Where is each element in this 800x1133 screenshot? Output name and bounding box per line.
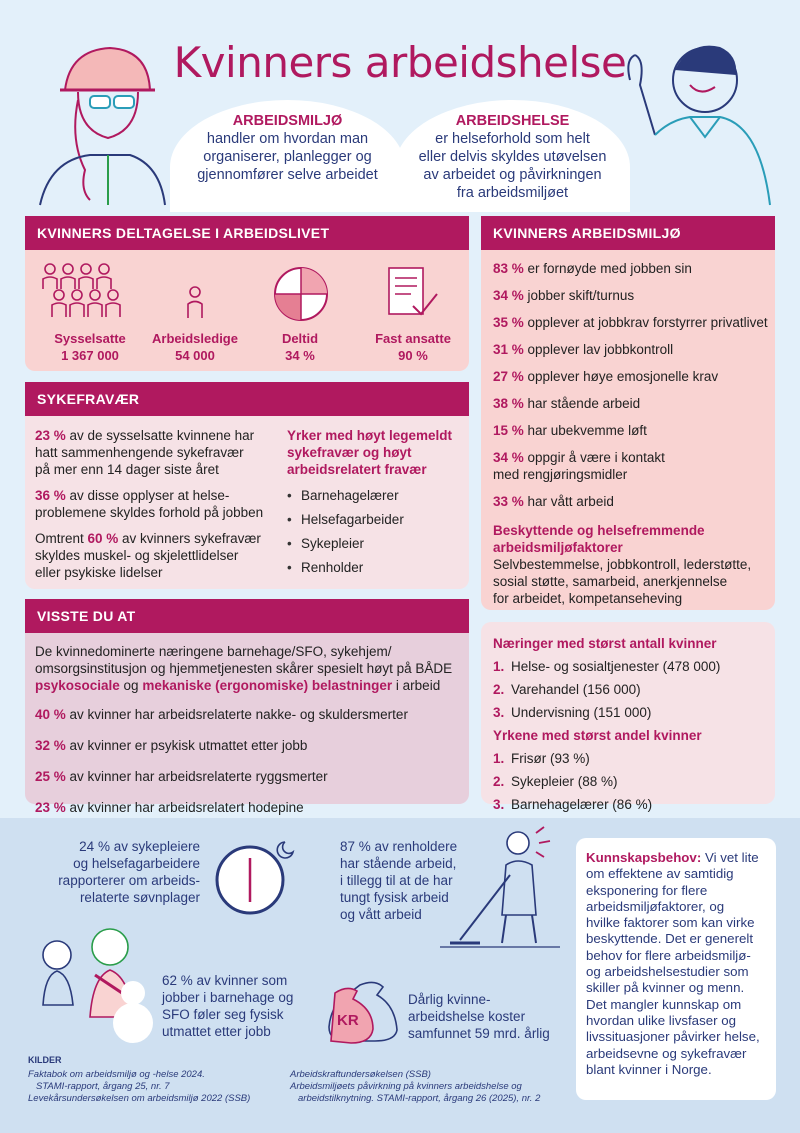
list-item: • Helsefagarbeider [287,512,467,527]
text-line: eller psykiske lidelser [35,565,163,580]
pct-value: 36 % [35,488,66,503]
arbeidsmiljo-item [493,314,773,331]
kunnskap-text [586,850,771,1078]
text-line: opplever høye emosjonelle krav [523,369,719,384]
definition-heading: ARBEIDSMILJØ [232,113,343,129]
card-heading: KVINNERS ARBEIDSMILJØ [481,216,775,250]
text-line: arbeidsevne og sykefravær [586,1045,747,1061]
arbeidsmiljo-card [481,216,775,610]
visste-intro [35,643,465,694]
text-prefix: Omtrent [35,531,88,546]
pct-value: 15 % [493,423,524,438]
item-text: Sykepleier (88 %) [511,774,618,789]
sykefravaer-item [35,427,285,478]
visste-body [35,643,465,825]
text-line: Dårlig kvinne- [408,992,491,1007]
stat-sysselsatte [35,330,145,364]
text-line: livssituasjoner påvirker helse, [586,1029,760,1045]
fact-sovn [40,838,200,906]
kilder-heading: KILDER [28,1055,62,1065]
contract-icon [383,264,443,324]
stat-label: Deltid [281,331,319,346]
text-line: opplever lav jobbkontroll [523,342,674,357]
arbeidsmiljo-item [493,260,773,277]
sykefravaer-right [287,427,467,584]
text-line: av kvinner har arbeidsrelaterte nakke- og skuldersmerter [65,707,408,722]
item-text: Varehandel (156 000) [511,682,641,697]
pct-value: 23 % [35,428,66,443]
list-item: • Barnehagelærer [287,488,467,503]
text-line: på mer enn 14 dager siste året [35,462,219,477]
heading-line: arbeidsmiljøfaktorer [493,540,623,555]
stat-arbeidsledige [140,330,250,364]
text-line: og [119,678,143,693]
text-line: har stående arbeid [523,396,641,411]
heading-line: sykefravær og høyt [287,445,412,460]
pct-value: 23 % [35,800,66,815]
pct-value: 60 % [87,531,119,546]
item-text: Barnehagelærer (86 %) [511,797,653,812]
kunnskap-card [576,838,776,1100]
text-line: av de sysselsatte kvinnene har [65,428,255,443]
text-line: jobber skift/turnus [523,288,635,303]
list-item: 1. Frisør (93 %) [493,751,590,766]
kilder-col1 [28,1069,288,1105]
definition-arbeidsmiljo [170,112,405,184]
item-text: Undervisning (151 000) [511,705,652,720]
text-line: Det mangler kunnskap om [586,996,742,1012]
text-line: arbeidsmiljøfaktorer, og [586,898,725,914]
arbeidsmiljo-list [493,260,773,607]
money-bag-icon [325,975,410,1045]
clock-icon [271,264,331,324]
people-group-icon [40,261,130,321]
definition-line: er helseforhold som helt [435,131,590,147]
stat-value: 1 367 000 [61,348,119,363]
highlight: mekaniske (ergonomiske) belastninger [142,678,393,693]
naeringer-list [493,659,773,720]
sykefravaer-card [25,382,469,589]
definition-line: handler om hvordan man [206,131,369,147]
text-line: opplever at jobbkrav forstyrrer privatlivet [523,315,768,330]
arbeidsmiljo-item [493,449,773,483]
source-line: STAMI-rapport, årgang 25, nr. 7 [36,1081,170,1092]
stat-value: 34 % [285,348,315,363]
text-line: av kvinner er psykisk utmattet etter jobb [65,738,308,753]
text-line: relaterte søvnplager [79,890,200,905]
text-line: rapporterer om arbeids- [58,873,200,888]
fact-barnehage [162,972,322,1040]
stat-label: Arbeidsledige [152,331,238,346]
sykefravaer-item [35,530,285,581]
pct-value: 31 % [493,342,524,357]
pct-value: 34 % [493,288,524,303]
text-line: omsorgsinstitusjon og hjemmetjenesten skårer spesielt høyt på BÅDE [35,661,453,676]
text-line: hvordan ulike livsfaser og [586,1012,737,1028]
definition-heading: ARBEIDSHELSE [455,113,570,129]
arbeidsmiljo-item [493,493,773,510]
definition-line: organiserer, planlegger og [203,149,372,165]
text-line: er fornøyde med jobben sin [523,261,692,276]
text-line: SFO føler seg fysisk [162,1007,284,1022]
text-line: har ubekvemme løft [523,423,647,438]
kilder-col2 [290,1069,570,1105]
text-line: sosial støtte, samarbeid, anerkjennelse [493,574,728,589]
text-line: for arbeidet, kompetanseheving [493,591,683,606]
stat-label: Sysselsatte [54,331,126,346]
sykefravaer-item [35,487,285,521]
item-text: Helse- og sosialtjenester (478 000) [511,659,721,674]
stat-fast-ansatte [358,330,468,364]
pct-value: 33 % [493,494,524,509]
text-line: Selvbestemmelse, jobbkontroll, lederstøtte, [493,557,752,572]
person-icon [180,284,210,324]
text-line: av kvinner har arbeidsrelatert hodepine [65,800,304,815]
clock-moon-icon [205,830,305,920]
arbeidsmiljo-item [493,368,773,385]
definition-line: gjennomfører selve arbeidet [197,167,378,183]
source-line: Levekårsundersøkelsen om arbeidsmiljø 2022 (SSB) [28,1093,251,1104]
pct-value: 40 % [35,707,66,722]
text-line: av kvinners sykefravær [118,531,261,546]
stat-label: Fast ansatte [375,331,451,346]
naeringer-card [481,622,775,812]
card-heading: SYKEFRAVÆR [25,382,469,416]
naeringer-heading: Næringer med størst antall kvinner [493,636,717,651]
pct-value: 38 % [493,396,524,411]
stat-value: 54 000 [175,348,215,363]
text-line: tungt fysisk arbeid [340,890,449,905]
source-line: Arbeidskraftundersøkelsen (SSB) [290,1069,431,1080]
kilder [28,1055,568,1104]
source-line: Faktabok om arbeidsmiljø og -helse 2024. [28,1069,205,1080]
kunnskap-heading: Kunnskapsbehov: [586,850,702,865]
source-line: Arbeidsmiljøets påvirkning på kvinners arbeidshelse og [290,1081,522,1092]
definition-line: fra arbeidsmiljøet [456,185,569,201]
text-line: med rengjøringsmidler [493,467,628,482]
list-item: • Renholder [287,560,467,575]
faktorer-heading [493,522,773,556]
pct-value: 32 % [35,738,66,753]
text-line: blant kvinner i Norge. [586,1061,712,1077]
text-line: Vi vet lite [701,850,759,865]
pct-value: 83 % [493,261,524,276]
text-line: utmattet etter jobb [162,1024,271,1039]
text-line: har stående arbeid, [340,856,457,871]
list-item: 2. Varehandel (156 000) [493,682,641,697]
text-line: og arbeidshelsestudier som [586,964,749,980]
visste-item [35,737,465,754]
text-line: i arbeid [392,678,441,693]
kr-label: KR [337,1012,359,1029]
text-line: skyldes muskel- og skjelettlidelser [35,548,239,563]
list-item: 1. Helse- og sosialtjenester (478 000) [493,659,721,674]
list-item: • Sykepleier [287,536,467,551]
text-line: 87 % av renholdere [340,839,458,854]
text-line: problemene skyldes forhold på jobben [35,505,264,520]
definition-arbeidshelse [395,112,630,202]
list-item: 3. Barnehagelærer (86 %) [493,797,653,812]
yrker-heading [287,427,467,478]
list-item: 3. Undervisning (151 000) [493,705,652,720]
stat-deltid [245,330,355,364]
text-line: av disse opplyser at helse- [65,488,230,503]
visste-card [25,599,469,815]
definition-line: eller delvis skyldes utøvelsen [418,149,607,165]
item-text: Frisør (93 %) [511,751,590,766]
list-item: 2. Sykepleier (88 %) [493,774,618,789]
visste-item [35,706,465,723]
arbeidsmiljo-item [493,287,773,304]
fact-kostnad [408,991,568,1042]
snowman-icon [105,975,160,1045]
deltagelse-card [25,216,469,371]
text-line: 62 % av kvinner som [162,973,288,988]
pct-value: 27 % [493,369,524,384]
text-line: arbeidshelse koster [408,1009,526,1024]
card-heading: VISSTE DU AT [25,599,469,633]
text-line: hvilke faktorer som kan virke [586,915,755,931]
text-line: skiller på kvinner og menn. [586,980,745,996]
yrker-andel-heading: Yrkene med størst andel kvinner [493,728,702,743]
text-line: De kvinnedominerte næringene barnehage/SFO, sykehjem/ [35,644,392,659]
pct-value: 35 % [493,315,524,330]
arbeidsmiljo-item [493,422,773,439]
faktorer-text [493,556,773,607]
sykefravaer-left [35,427,285,590]
pct-value: 34 % [493,450,524,465]
yrker-list [287,488,467,575]
heading-line: Beskyttende og helsefremmende [493,523,705,538]
heading-line: arbeidsrelatert fravær [287,462,427,477]
yrker-andel-list [493,751,773,812]
page-title: Kvinners arbeidshelse [173,38,627,87]
highlight: psykosociale [35,678,120,693]
source-line: arbeidstilknytning. STAMI-rapport, årgang 26 (2025), nr. 2 [298,1093,541,1104]
visste-item [35,799,465,816]
card-heading: KVINNERS DELTAGELSE I ARBEIDSLIVET [25,216,469,250]
text-line: oppgir å være i kontakt [523,450,665,465]
arbeidsmiljo-item [493,341,773,358]
text-line: om effektene av samtidig [586,866,734,882]
text-line: samfunnet 59 mrd. årlig [408,1026,550,1041]
stat-value: 90 % [398,348,428,363]
text-line: i tillegg til at de har [340,873,453,888]
cleaner-illustration [440,825,560,950]
arbeidsmiljo-item [493,395,773,412]
heading-line: Yrker med høyt legemeldt [287,428,453,443]
text-line: og helsefagarbeidere [73,856,200,871]
visste-item [35,768,465,785]
text-line: har vått arbeid [523,494,614,509]
text-line: behov for flere arbeidsmiljø- [586,947,751,963]
text-line: jobber i barnehage og [162,990,294,1005]
text-line: av kvinner har arbeidsrelaterte ryggsmerter [65,769,328,784]
text-line: og vått arbeid [340,907,422,922]
text-line: eksponering for flere [586,882,708,898]
definition-line: av arbeidet og påvirkningen [423,167,602,183]
pct-value: 25 % [35,769,66,784]
text-line: beskyttende. Det er generelt [586,931,754,947]
naeringer-body [493,636,773,820]
text-line: 24 % av sykepleiere [79,839,200,854]
text-line: hatt sammenhengende sykefravær [35,445,244,460]
